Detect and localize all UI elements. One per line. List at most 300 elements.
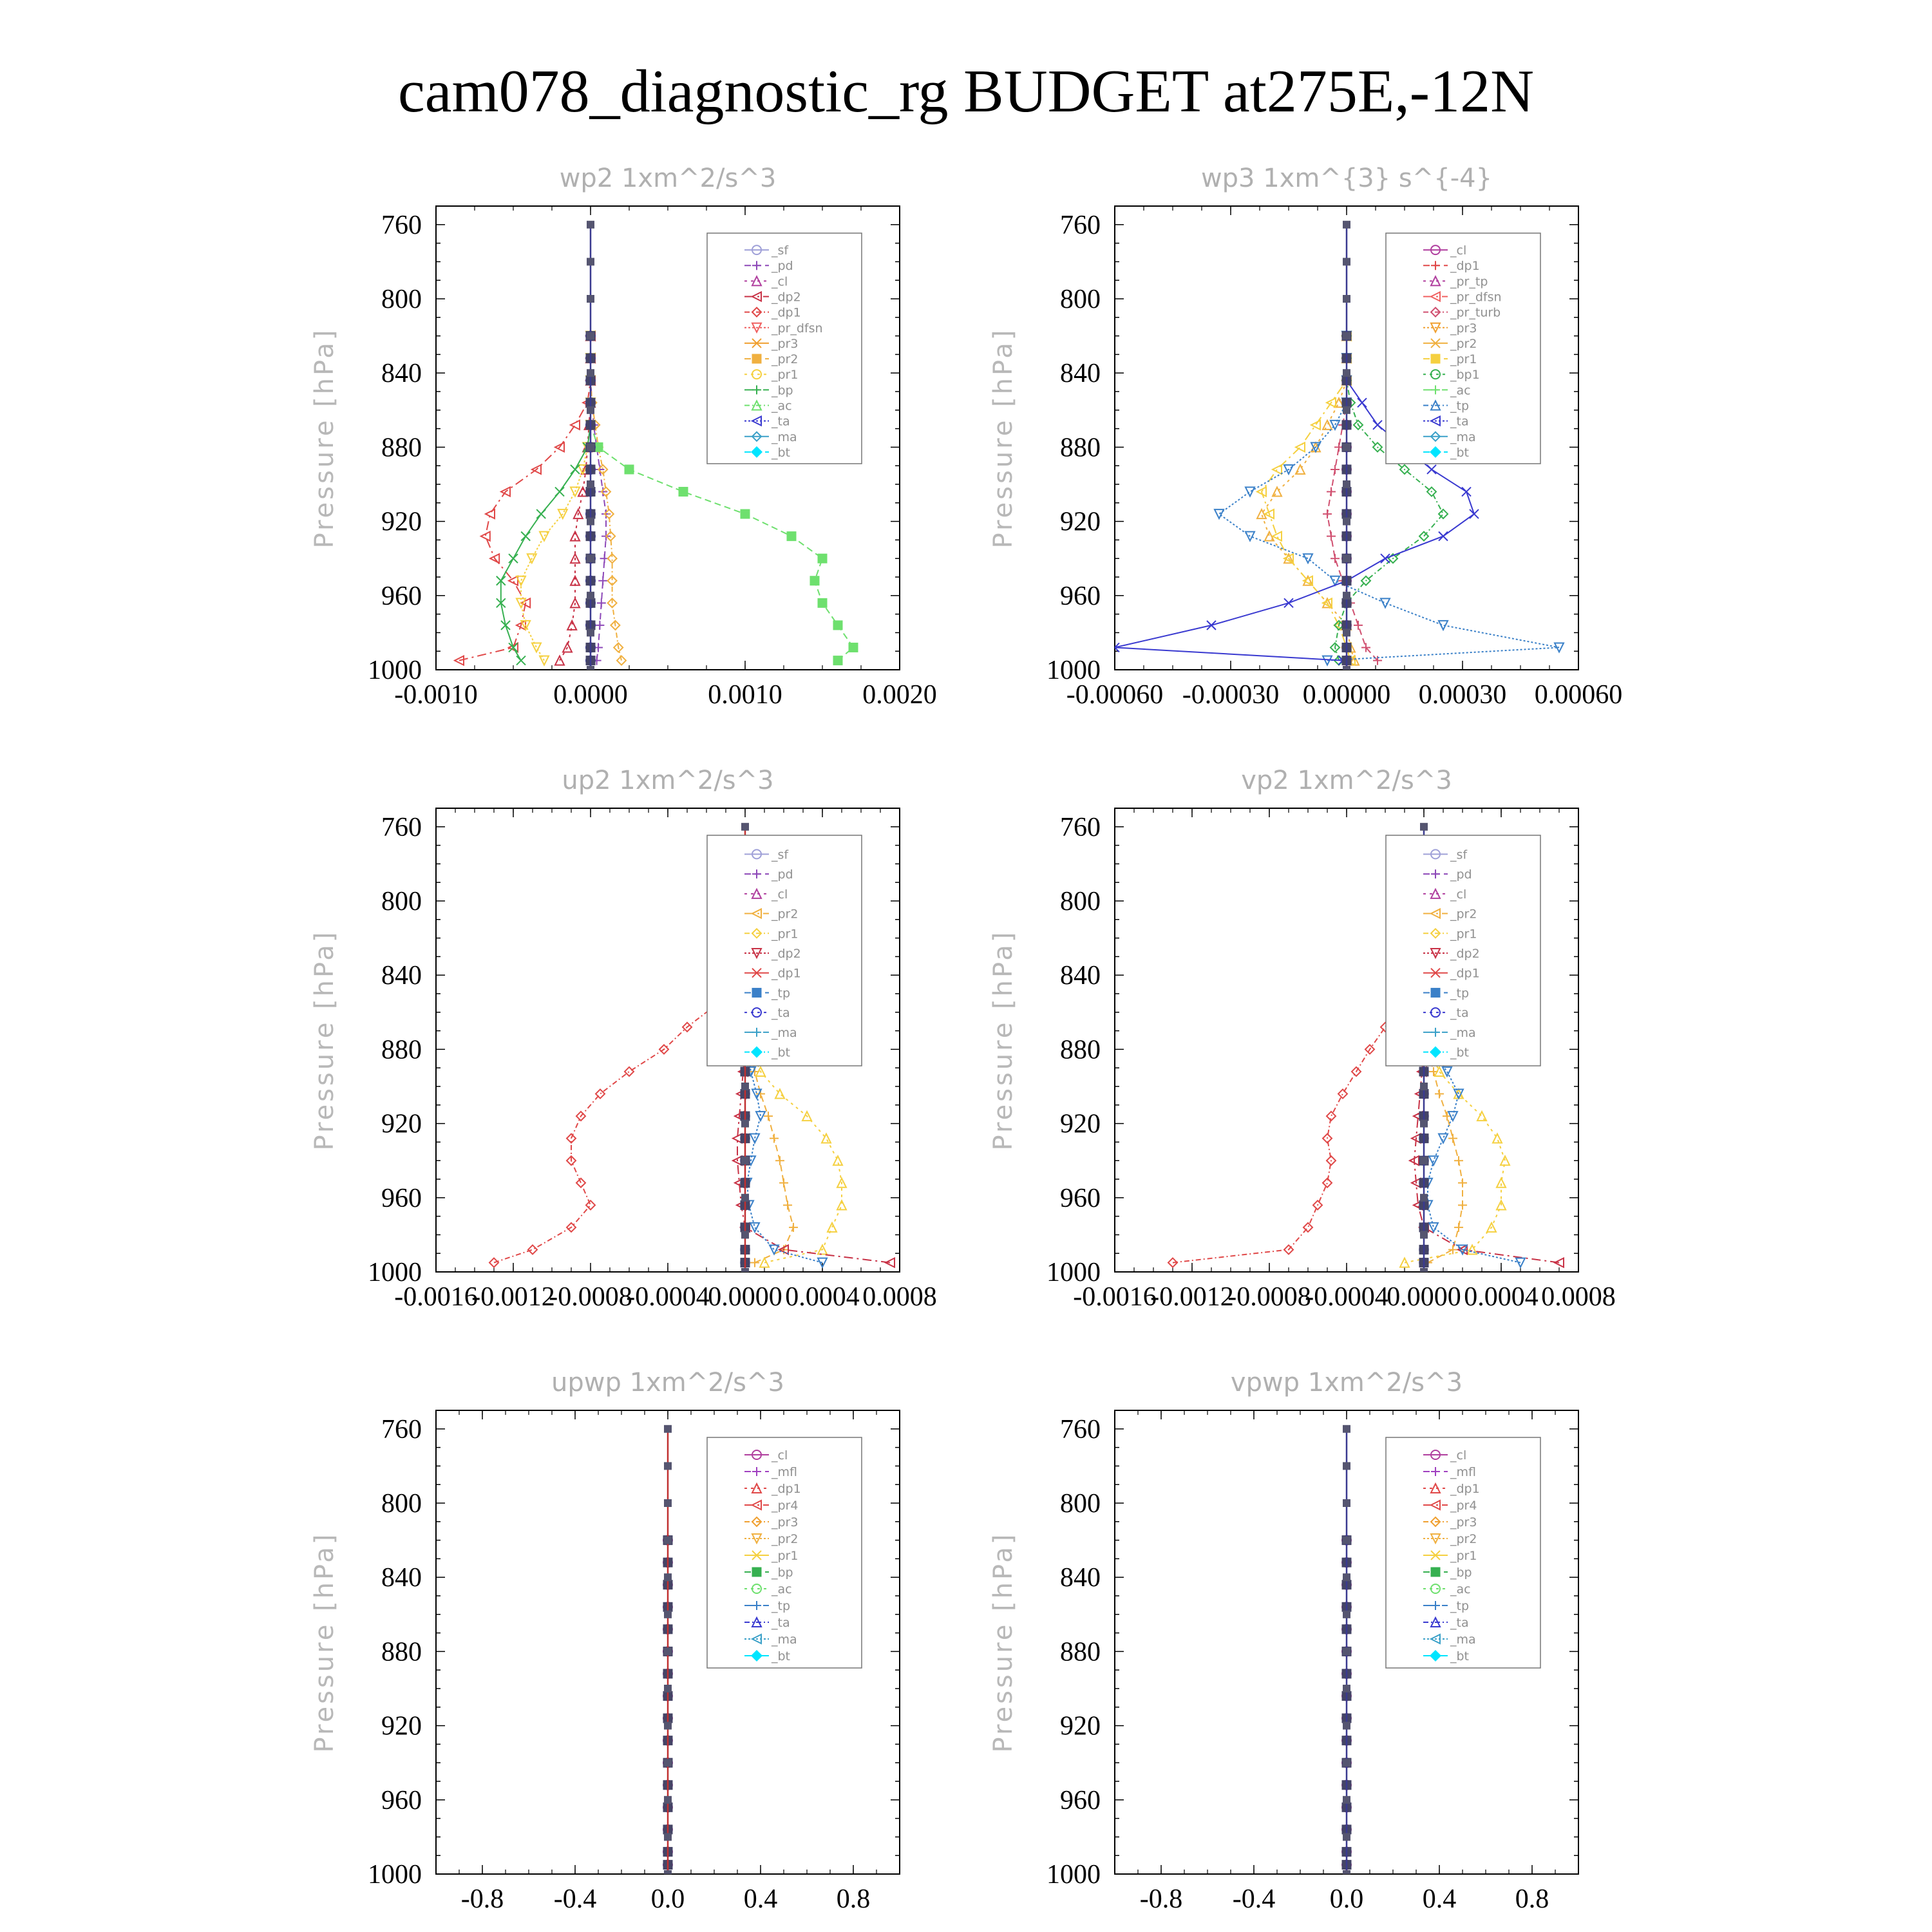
y-tick-label: 960 bbox=[1060, 1785, 1101, 1815]
zero-profile-marker bbox=[1420, 1194, 1428, 1202]
data-point bbox=[1439, 1134, 1448, 1143]
x-tick-label: 0.0008 bbox=[862, 1282, 937, 1312]
x-tick-label: -0.00030 bbox=[1182, 680, 1280, 710]
data-point bbox=[571, 421, 580, 430]
zero-profile-marker bbox=[1343, 1537, 1350, 1544]
zero-profile-marker bbox=[1343, 332, 1350, 340]
data-point bbox=[1462, 488, 1471, 497]
zero-profile-marker bbox=[1343, 480, 1350, 488]
zero-profile-marker bbox=[1420, 1083, 1428, 1090]
y-tick-label: 840 bbox=[1060, 1563, 1101, 1593]
zero-profile-marker bbox=[1420, 1157, 1428, 1164]
data-point bbox=[576, 1179, 585, 1188]
series-line bbox=[521, 225, 591, 661]
series-line bbox=[1327, 225, 1378, 661]
y-tick-label: 960 bbox=[1060, 1183, 1101, 1213]
zero-profile-marker bbox=[1343, 369, 1350, 377]
legend-label: _cl bbox=[1450, 1448, 1467, 1463]
data-point bbox=[1454, 1156, 1463, 1165]
legend-label: _pr3 bbox=[772, 336, 799, 351]
y-tick-label: 920 bbox=[1060, 1711, 1101, 1741]
data-point bbox=[1207, 621, 1216, 630]
zero-profile-marker bbox=[587, 406, 594, 414]
legend-label: _tp bbox=[1450, 1599, 1470, 1613]
y-tick-label: 760 bbox=[381, 1414, 422, 1444]
legend-label: _bt bbox=[1450, 445, 1470, 460]
legend-label: _dp1 bbox=[772, 1482, 801, 1496]
zero-profile-marker bbox=[741, 1268, 749, 1276]
data-point bbox=[1311, 421, 1320, 430]
x-tick-label: 0.0004 bbox=[785, 1282, 860, 1312]
legend-label: _bt bbox=[772, 1649, 791, 1663]
y-tick-label: 800 bbox=[381, 887, 422, 916]
x-tick-label: 0.00000 bbox=[1302, 680, 1391, 710]
chart-panel bbox=[989, 1368, 1578, 1914]
data-point bbox=[1323, 509, 1332, 518]
y-axis-label: Pressure [hPa] bbox=[989, 929, 1018, 1151]
data-point bbox=[1358, 398, 1367, 407]
x-tick-label: 0.0004 bbox=[1464, 1282, 1539, 1312]
panel-title: vp2 1xm^2/s^3 bbox=[1241, 766, 1452, 795]
data-point bbox=[1245, 488, 1255, 497]
legend-label: _bt bbox=[772, 445, 791, 460]
data-point bbox=[1273, 488, 1282, 497]
zero-profile-marker bbox=[664, 1462, 672, 1470]
y-tick-label: 880 bbox=[381, 433, 422, 463]
chart-panel bbox=[989, 164, 1622, 710]
x-tick-label: 0.0 bbox=[650, 1884, 685, 1914]
y-tick-label: 840 bbox=[381, 359, 422, 389]
zero-profile-marker bbox=[664, 1833, 672, 1841]
zero-profile-marker bbox=[664, 1499, 672, 1507]
data-point bbox=[1435, 1090, 1444, 1099]
zero-profile-marker bbox=[664, 1759, 672, 1766]
data-point bbox=[1477, 1112, 1486, 1121]
data-point bbox=[1354, 621, 1363, 630]
zero-profile-marker bbox=[664, 1537, 672, 1544]
x-tick-label: 0.00030 bbox=[1418, 680, 1507, 710]
data-point bbox=[775, 1156, 784, 1165]
legend-marker bbox=[1431, 988, 1440, 997]
x-tick-label: -0.0008 bbox=[549, 1282, 632, 1312]
data-point bbox=[833, 621, 842, 630]
legend bbox=[1386, 835, 1540, 1066]
data-point bbox=[532, 643, 541, 652]
data-point bbox=[787, 532, 796, 541]
y-tick-label: 1000 bbox=[368, 656, 422, 685]
zero-profile-marker bbox=[664, 1870, 672, 1878]
data-point bbox=[516, 656, 526, 665]
panel-title: vpwp 1xm^2/s^3 bbox=[1230, 1368, 1463, 1397]
y-tick-label: 920 bbox=[381, 1711, 422, 1741]
data-point bbox=[828, 1223, 837, 1232]
data-point bbox=[1296, 465, 1305, 474]
data-point bbox=[837, 1200, 846, 1209]
y-tick-label: 880 bbox=[381, 1035, 422, 1065]
legend-label: _ta bbox=[772, 1616, 790, 1630]
data-point bbox=[1458, 1179, 1467, 1188]
x-tick-label: 0.4 bbox=[1422, 1884, 1457, 1914]
y-tick-label: 920 bbox=[381, 1109, 422, 1139]
legend-label: _dp1 bbox=[1450, 966, 1480, 981]
legend-label: _pr3 bbox=[1450, 1515, 1477, 1530]
y-tick-label: 1000 bbox=[1046, 1860, 1101, 1889]
legend-label: _pr_tp bbox=[1450, 274, 1488, 289]
legend-label: _pr3 bbox=[1450, 321, 1477, 336]
zero-profile-marker bbox=[741, 1120, 749, 1128]
legend-label: _ma bbox=[772, 1633, 797, 1647]
zero-profile-marker bbox=[1343, 554, 1350, 562]
zero-profile-marker bbox=[1343, 1870, 1350, 1878]
y-tick-label: 920 bbox=[1060, 1109, 1101, 1139]
y-tick-label: 1000 bbox=[368, 1860, 422, 1889]
y-tick-label: 840 bbox=[381, 961, 422, 991]
zero-profile-marker bbox=[1420, 1231, 1428, 1238]
legend-label: _mfl bbox=[1450, 1465, 1476, 1479]
legend-label: _pr_dfsn bbox=[772, 321, 823, 336]
legend-label: _ac bbox=[1450, 383, 1471, 398]
x-tick-label: -0.0004 bbox=[626, 1282, 710, 1312]
panel-title: wp2 1xm^2/s^3 bbox=[559, 164, 777, 193]
zero-profile-marker bbox=[1343, 406, 1350, 414]
panel-title: up2 1xm^2/s^3 bbox=[562, 766, 774, 795]
data-point bbox=[849, 643, 858, 652]
data-point bbox=[770, 1134, 779, 1143]
y-tick-label: 840 bbox=[381, 1563, 422, 1593]
series-group bbox=[1342, 1425, 1351, 1878]
legend-label: _bt bbox=[1450, 1045, 1470, 1060]
legend-label: _ac bbox=[772, 1582, 792, 1596]
x-tick-label: -0.0012 bbox=[471, 1282, 555, 1312]
legend-label: _ta bbox=[1450, 414, 1469, 429]
y-tick-label: 800 bbox=[1060, 887, 1101, 916]
legend bbox=[1386, 233, 1540, 464]
legend-label: _pr1 bbox=[772, 1549, 799, 1563]
zero-profile-marker bbox=[1343, 592, 1350, 600]
data-point bbox=[1331, 554, 1340, 563]
zero-profile-marker bbox=[1420, 823, 1428, 831]
legend-label: _dp1 bbox=[1450, 1482, 1480, 1496]
data-point bbox=[750, 1134, 759, 1143]
data-point bbox=[779, 1179, 788, 1188]
legend-label: _ma bbox=[1450, 430, 1476, 444]
data-point bbox=[1439, 532, 1448, 541]
zero-profile-marker bbox=[1343, 1722, 1350, 1730]
data-point bbox=[818, 598, 827, 607]
x-tick-label: -0.8 bbox=[1139, 1884, 1183, 1914]
zero-profile-marker bbox=[1343, 443, 1350, 451]
y-axis-label: Pressure [hPa] bbox=[310, 929, 339, 1151]
legend-label: _pr1 bbox=[1450, 352, 1477, 367]
x-tick-label: 0.8 bbox=[1515, 1884, 1549, 1914]
zero-profile-marker bbox=[1343, 1462, 1350, 1470]
y-tick-label: 800 bbox=[1060, 1489, 1101, 1519]
data-point bbox=[1439, 621, 1448, 630]
legend-label: _bp bbox=[772, 1566, 793, 1580]
zero-profile-marker bbox=[1343, 1759, 1350, 1766]
zero-profile-marker bbox=[1343, 518, 1350, 526]
x-tick-label: -0.00060 bbox=[1066, 680, 1164, 710]
y-tick-label: 960 bbox=[381, 581, 422, 611]
zero-profile-marker bbox=[741, 1157, 749, 1164]
data-point bbox=[501, 621, 510, 630]
legend-label: _tp bbox=[1450, 986, 1470, 1001]
data-point bbox=[536, 509, 545, 518]
data-point bbox=[1497, 1179, 1506, 1188]
data-point bbox=[586, 1200, 595, 1209]
zero-profile-marker bbox=[741, 1231, 749, 1238]
legend-label: _ta bbox=[772, 1006, 790, 1021]
panel-title: upwp 1xm^2/s^3 bbox=[551, 1368, 784, 1397]
legend-label: _pd bbox=[772, 867, 793, 882]
zero-profile-marker bbox=[1343, 1685, 1350, 1692]
data-point bbox=[679, 488, 688, 497]
x-tick-label: 0.0008 bbox=[1541, 1282, 1616, 1312]
data-point bbox=[1458, 1200, 1467, 1209]
data-point bbox=[597, 598, 606, 607]
legend-label: _ma bbox=[772, 430, 797, 444]
legend-label: _ta bbox=[772, 414, 790, 429]
legend-marker bbox=[1431, 354, 1440, 363]
data-point bbox=[1273, 465, 1282, 474]
y-tick-label: 960 bbox=[1060, 581, 1101, 611]
x-tick-label: -0.0004 bbox=[1305, 1282, 1388, 1312]
zero-profile-marker bbox=[587, 480, 594, 488]
legend-label: _dp2 bbox=[772, 290, 801, 305]
x-tick-label: -0.0010 bbox=[394, 680, 478, 710]
legend-label: _dp2 bbox=[772, 947, 801, 961]
zero-profile-marker bbox=[741, 1194, 749, 1202]
y-tick-label: 800 bbox=[381, 285, 422, 314]
data-point bbox=[555, 488, 564, 497]
legend-label: _pr1 bbox=[1450, 927, 1477, 942]
legend-label: _ta bbox=[1450, 1616, 1469, 1630]
y-axis-label: Pressure [hPa] bbox=[989, 327, 1018, 549]
x-tick-label: 0.0 bbox=[1329, 1884, 1364, 1914]
y-tick-label: 920 bbox=[381, 507, 422, 537]
data-point bbox=[1454, 1223, 1463, 1232]
legend-label: _ac bbox=[772, 399, 792, 413]
legend-label: _pd bbox=[772, 259, 793, 274]
y-tick-label: 760 bbox=[381, 210, 422, 240]
data-point bbox=[818, 554, 827, 563]
legend-label: _pr2 bbox=[772, 352, 799, 367]
legend-label: _pr1 bbox=[772, 927, 799, 942]
zero-profile-marker bbox=[664, 1647, 672, 1655]
zero-profile-marker bbox=[1343, 666, 1350, 674]
legend-label: _ma bbox=[1450, 1025, 1476, 1040]
x-tick-label: -0.8 bbox=[460, 1884, 504, 1914]
legend-label: _pr1 bbox=[1450, 1549, 1477, 1563]
legend-label: _bp bbox=[1450, 1566, 1472, 1580]
legend-label: _ma bbox=[1450, 1633, 1476, 1647]
chart-panel bbox=[310, 164, 937, 710]
zero-profile-marker bbox=[1343, 1611, 1350, 1618]
zero-profile-marker bbox=[1343, 1573, 1350, 1581]
legend-marker bbox=[752, 1567, 761, 1577]
legend-label: _pr2 bbox=[772, 907, 799, 922]
legend-label: _sf bbox=[1450, 848, 1468, 862]
zero-profile-marker bbox=[1343, 1425, 1350, 1433]
x-tick-label: 0.0000 bbox=[1387, 1282, 1461, 1312]
zero-profile-marker bbox=[587, 518, 594, 526]
legend-label: _ma bbox=[772, 1025, 797, 1040]
series-group bbox=[663, 1425, 672, 1878]
y-tick-label: 1000 bbox=[368, 1258, 422, 1287]
zero-profile-marker bbox=[1343, 1647, 1350, 1655]
zero-profile-marker bbox=[1343, 1833, 1350, 1841]
zero-profile-marker bbox=[1343, 295, 1350, 303]
zero-profile-marker bbox=[587, 332, 594, 340]
legend-label: _pr_dfsn bbox=[1450, 290, 1502, 305]
data-point bbox=[528, 1245, 537, 1254]
y-tick-label: 760 bbox=[1060, 812, 1101, 842]
zero-profile-marker bbox=[1343, 258, 1350, 265]
y-tick-label: 840 bbox=[1060, 961, 1101, 991]
data-point bbox=[1338, 1090, 1347, 1099]
x-tick-label: -0.0016 bbox=[1073, 1282, 1157, 1312]
legend-label: _cl bbox=[1450, 887, 1467, 902]
data-point bbox=[1327, 532, 1336, 541]
y-tick-label: 760 bbox=[1060, 1414, 1101, 1444]
zero-profile-marker bbox=[664, 1685, 672, 1692]
legend-label: _bp1 bbox=[1450, 368, 1480, 383]
zero-profile-marker bbox=[664, 1425, 672, 1433]
legend-label: _pr1 bbox=[772, 368, 799, 383]
y-axis-label: Pressure [hPa] bbox=[310, 327, 339, 549]
data-point bbox=[764, 1112, 773, 1121]
chart-panel bbox=[310, 766, 937, 1312]
data-point bbox=[1501, 1156, 1510, 1165]
y-tick-label: 920 bbox=[1060, 507, 1101, 537]
legend-label: _pr3 bbox=[772, 1515, 799, 1530]
data-point bbox=[750, 1258, 759, 1267]
legend-label: _cl bbox=[772, 887, 788, 902]
zero-profile-marker bbox=[587, 629, 594, 636]
legend-label: _pr_turb bbox=[1450, 305, 1501, 320]
legend-label: _bt bbox=[772, 1045, 791, 1060]
x-tick-label: -0.4 bbox=[553, 1884, 597, 1914]
zero-profile-marker bbox=[587, 258, 594, 265]
legend-label: _sf bbox=[772, 243, 789, 258]
x-tick-label: 0.0000 bbox=[553, 680, 628, 710]
legend-label: _pr2 bbox=[772, 1532, 799, 1546]
data-point bbox=[833, 656, 842, 665]
data-point bbox=[1327, 488, 1336, 497]
x-tick-label: 0.0020 bbox=[862, 680, 937, 710]
legend-label: _cl bbox=[1450, 243, 1467, 258]
data-point bbox=[521, 532, 530, 541]
legend bbox=[707, 835, 862, 1066]
series-line bbox=[1262, 225, 1350, 661]
y-tick-label: 800 bbox=[1060, 285, 1101, 314]
data-point bbox=[598, 576, 607, 585]
data-point bbox=[783, 1200, 792, 1209]
y-tick-label: 760 bbox=[1060, 210, 1101, 240]
x-tick-label: 0.4 bbox=[743, 1884, 778, 1914]
legend-label: _dp2 bbox=[1450, 947, 1480, 961]
data-point bbox=[1470, 509, 1479, 518]
zero-profile-marker bbox=[587, 592, 594, 600]
legend-label: _pd bbox=[1450, 867, 1472, 882]
legend-label: _dp1 bbox=[772, 966, 801, 981]
series-line bbox=[459, 225, 591, 661]
y-tick-label: 1000 bbox=[1046, 1258, 1101, 1287]
legend-marker bbox=[752, 354, 761, 363]
legend-marker bbox=[1431, 1567, 1440, 1577]
data-point bbox=[540, 532, 549, 541]
legend-label: _ac bbox=[1450, 1582, 1471, 1596]
data-point bbox=[625, 465, 634, 474]
data-point bbox=[1323, 421, 1332, 430]
legend bbox=[707, 233, 862, 464]
data-point bbox=[1331, 465, 1340, 474]
zero-profile-marker bbox=[1343, 629, 1350, 636]
y-axis-label: Pressure [hPa] bbox=[989, 1531, 1018, 1753]
zero-profile-marker bbox=[587, 221, 594, 229]
data-point bbox=[1373, 421, 1382, 430]
panel-title: wp3 1xm^{3} s^{-4} bbox=[1200, 164, 1493, 193]
y-tick-label: 840 bbox=[1060, 359, 1101, 389]
x-tick-label: 0.0010 bbox=[708, 680, 782, 710]
legend-label: _dp1 bbox=[772, 305, 801, 320]
series-line bbox=[501, 225, 591, 661]
data-point bbox=[571, 465, 580, 474]
legend-label: _pr4 bbox=[1450, 1499, 1477, 1513]
zero-profile-marker bbox=[1343, 1796, 1350, 1804]
zero-profile-marker bbox=[587, 554, 594, 562]
data-point bbox=[481, 532, 490, 541]
legend-label: _sf bbox=[772, 848, 789, 862]
y-tick-label: 880 bbox=[1060, 433, 1101, 463]
y-tick-label: 760 bbox=[381, 812, 422, 842]
y-tick-label: 880 bbox=[381, 1637, 422, 1667]
zero-profile-marker bbox=[1420, 1268, 1428, 1276]
data-point bbox=[1284, 598, 1293, 607]
data-point bbox=[509, 554, 518, 563]
zero-profile-marker bbox=[664, 1573, 672, 1581]
y-tick-label: 960 bbox=[381, 1785, 422, 1815]
legend bbox=[707, 1437, 862, 1668]
legend-label: _dp1 bbox=[1450, 259, 1480, 274]
y-tick-label: 960 bbox=[381, 1183, 422, 1213]
legend-label: _pr2 bbox=[1450, 907, 1477, 922]
data-point bbox=[810, 576, 819, 585]
data-point bbox=[595, 621, 604, 630]
zero-profile-marker bbox=[587, 295, 594, 303]
legend-label: _mfl bbox=[772, 1465, 797, 1479]
data-point bbox=[1427, 465, 1436, 474]
zero-profile-marker bbox=[1343, 221, 1350, 229]
legend-label: _bt bbox=[1450, 1649, 1470, 1663]
chart-panel bbox=[989, 766, 1616, 1312]
zero-profile-marker bbox=[664, 1796, 672, 1804]
legend-label: _cl bbox=[772, 1448, 788, 1463]
zero-profile-marker bbox=[587, 369, 594, 377]
zero-profile-marker bbox=[664, 1611, 672, 1618]
x-tick-label: -0.4 bbox=[1232, 1884, 1276, 1914]
x-tick-label: 0.0000 bbox=[708, 1282, 782, 1312]
x-tick-label: -0.0008 bbox=[1227, 1282, 1311, 1312]
y-axis-label: Pressure [hPa] bbox=[310, 1531, 339, 1753]
y-tick-label: 880 bbox=[1060, 1637, 1101, 1667]
legend-label: _tp bbox=[772, 986, 791, 1001]
legend-label: _pr4 bbox=[772, 1499, 799, 1513]
legend-label: _tp bbox=[1450, 399, 1470, 413]
y-tick-label: 1000 bbox=[1046, 656, 1101, 685]
data-point bbox=[741, 509, 750, 518]
zero-profile-marker bbox=[587, 443, 594, 451]
